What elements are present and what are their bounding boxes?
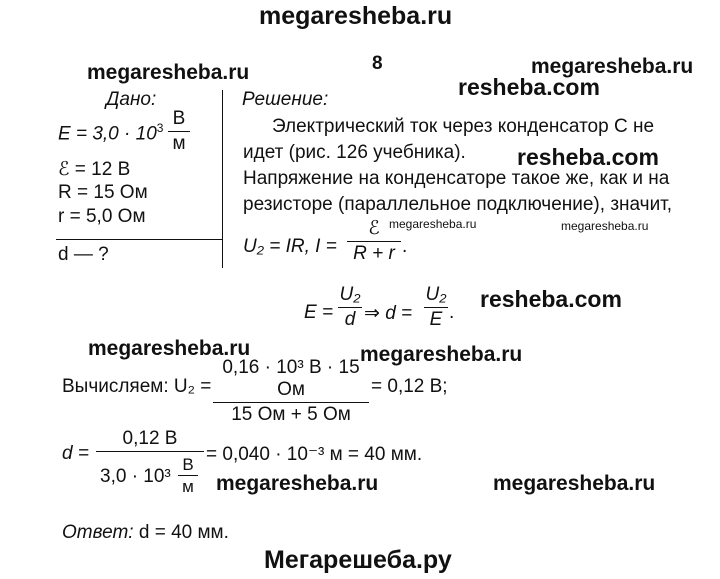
- watermark-bottom-1: megaresheba.ru: [216, 472, 379, 495]
- given-find: d — ?: [58, 244, 109, 265]
- answer-value: d = 40 мм.: [133, 522, 229, 543]
- formula-2-num-1: U₂: [339, 284, 361, 305]
- watermark-mid-2: megaresheba.ru: [360, 343, 523, 366]
- formula-2-den-1: d: [344, 309, 356, 330]
- answer-label: Ответ:: [62, 522, 134, 543]
- d-left: d =: [62, 443, 89, 464]
- formula-1-num: ℰ: [368, 218, 380, 239]
- d-num: 0,12 В: [122, 428, 178, 449]
- formula-1-end: .: [402, 236, 408, 257]
- solution-line-2: идет (рис. 126 учебника).: [243, 142, 466, 163]
- d-den-prefix: 3,0 · 10³: [100, 466, 171, 487]
- watermark-left-2: megaresheba.ru: [88, 337, 251, 360]
- watermark-left-1: megaresheba.ru: [87, 61, 250, 84]
- d-den-unit: [178, 455, 198, 496]
- formula-2-num-2: U₂: [425, 284, 447, 305]
- solution-line-3: Напряжение на конденсаторе такое же, как и на: [243, 168, 670, 189]
- solution-line-4: резисторе (параллельное подключение), значит,: [243, 194, 673, 215]
- watermark-bottom-2: megaresheba.ru: [493, 472, 656, 495]
- d-fraction: [96, 428, 204, 453]
- given-vertical-divider: [222, 90, 223, 268]
- watermark-small-2: megaresheba.ru: [561, 219, 649, 233]
- watermark-top: megaresheba.ru: [259, 2, 453, 30]
- watermark-resheba-3: resheba.com: [480, 286, 622, 312]
- problem-number: 8: [372, 53, 383, 74]
- formula-1-fraction: [347, 218, 401, 265]
- watermark-right-1: megaresheba.ru: [531, 55, 694, 78]
- given-resistance-R: R = 15 Ом: [58, 182, 148, 203]
- given-emf: ℰ = 12 В: [58, 159, 131, 180]
- given-e-prefix: E = 3,0 · 10: [58, 123, 157, 145]
- given-divider: [56, 239, 222, 240]
- watermark-small-1: megaresheba.ru: [389, 217, 477, 231]
- calc-fraction: [213, 357, 369, 426]
- answer: [62, 522, 229, 544]
- formula-1-left: U₂ = IR, I =: [243, 236, 337, 257]
- given-heading: Дано:: [106, 89, 157, 110]
- solution-line-1: Электрический ток через конденсатор C не: [272, 116, 655, 137]
- formula-2-end: .: [449, 302, 455, 323]
- d-den-unit-num: В: [182, 455, 194, 474]
- formula-2-mid: ⇒ d =: [364, 303, 413, 324]
- watermark-resheba-1: resheba.com: [458, 74, 600, 100]
- watermark-footer: Мегарешеба.ру: [264, 546, 452, 574]
- given-resistance-r: r = 5,0 Ом: [58, 206, 146, 227]
- d-result: = 0,040 · 10⁻³ м = 40 мм.: [206, 444, 423, 465]
- given-e-unit-den: м: [172, 133, 186, 154]
- calc-result: = 0,12 В;: [371, 376, 448, 397]
- given-e-unit: [168, 108, 190, 155]
- watermark-resheba-2: resheba.com: [517, 144, 659, 170]
- calc-num: 0,16 · 10³ В · 15 Ом: [222, 357, 360, 400]
- calc-label: Вычисляем: U₂ =: [62, 376, 212, 397]
- given-e-field: [58, 121, 163, 145]
- given-e-exp: 3: [156, 121, 164, 135]
- formula-2-den-2: E: [429, 309, 443, 330]
- formula-2-fraction-1: [338, 284, 362, 331]
- d-den-unit-den: м: [182, 477, 194, 496]
- given-e-unit-num: В: [172, 108, 186, 129]
- formula-2-fraction-2: [424, 284, 448, 331]
- formula-2-left: E =: [304, 302, 334, 323]
- formula-1-den: R + r: [353, 243, 395, 264]
- solution-heading: Решение:: [242, 89, 329, 110]
- calc-den: 15 Ом + 5 Ом: [231, 404, 351, 425]
